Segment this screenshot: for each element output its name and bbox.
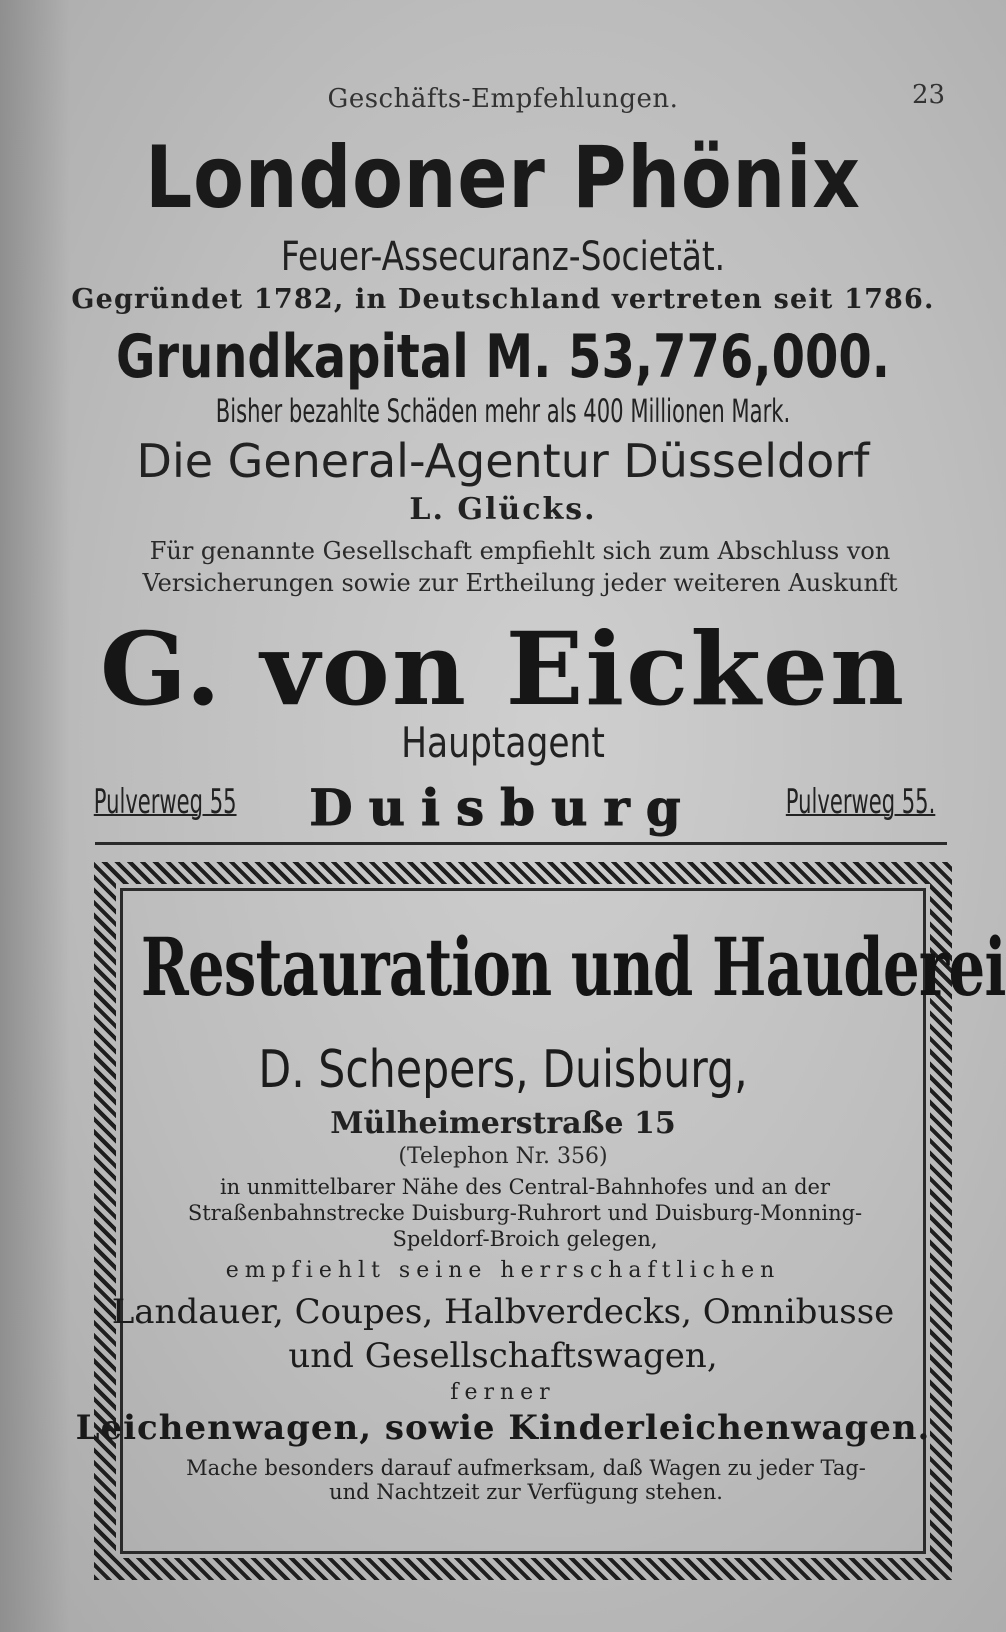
- running-head: Geschäfts-Empfehlungen.: [327, 84, 679, 114]
- address-right: Pulverweg 55.: [785, 782, 936, 822]
- address-left: Pulverweg 55: [93, 782, 237, 822]
- telephone: (Telephon Nr. 356): [398, 1144, 608, 1169]
- hearses-line: Leichenwagen, sowie Kinderleichenwagen.: [75, 1408, 931, 1448]
- further-line: ferner: [450, 1380, 556, 1405]
- proprietor: D. Schepers, Duisburg,: [258, 1040, 748, 1100]
- page-number: 23: [912, 80, 946, 110]
- street-address: Mülheimerstraße 15: [330, 1106, 676, 1141]
- firm-subtitle: Feuer-Assecuranz-Societät.: [280, 234, 726, 280]
- restaurant-name: Restauration und Hauderei: [140, 920, 1006, 1014]
- availability-notice: Mache besonders darauf aufmerksam, daß Wagen zu jeder Tag- und Nachtzeit zur Verfügung stehen.: [186, 1456, 866, 1504]
- city-name: Duisburg: [309, 778, 697, 837]
- firm-name: Londoner Phönix: [145, 128, 861, 228]
- main-agent-title: Hauptagent: [401, 718, 605, 767]
- carriages-line-2: und Gesellschaftswagen,: [288, 1336, 718, 1376]
- recommends-line: empfiehlt seine herrschaftlichen: [225, 1258, 781, 1283]
- main-agent-name: G. von Eicken: [99, 610, 907, 728]
- recommendation-text: Für genannte Gesellschaft empfiehlt sich zum Abschluss von Versicherungen sowie zur Ertheilung jeder weiteren Auskunft: [142, 537, 898, 597]
- capital-line: Grundkapital M. 53,776,000.: [116, 322, 891, 392]
- general-agency-line: Die General-Agentur Düsseldorf: [136, 434, 870, 488]
- section-divider: [95, 842, 947, 845]
- location-text: in unmittelbarer Nähe des Central-Bahnhofes und an der Straßenbahnstrecke Duisburg-Ruhrort und Duisburg-Monning-Speldorf-Broich gelegen,: [187, 1175, 863, 1251]
- damages-line: Bisher bezahlte Schäden mehr als 400 Millionen Mark.: [215, 392, 791, 430]
- carriages-line-1: Landauer, Coupes, Halbverdecks, Omnibusse: [111, 1292, 895, 1332]
- agent-name: L. Glücks.: [409, 492, 597, 527]
- founded-line: Gegründet 1782, in Deutschland vertreten seit 1786.: [71, 284, 935, 315]
